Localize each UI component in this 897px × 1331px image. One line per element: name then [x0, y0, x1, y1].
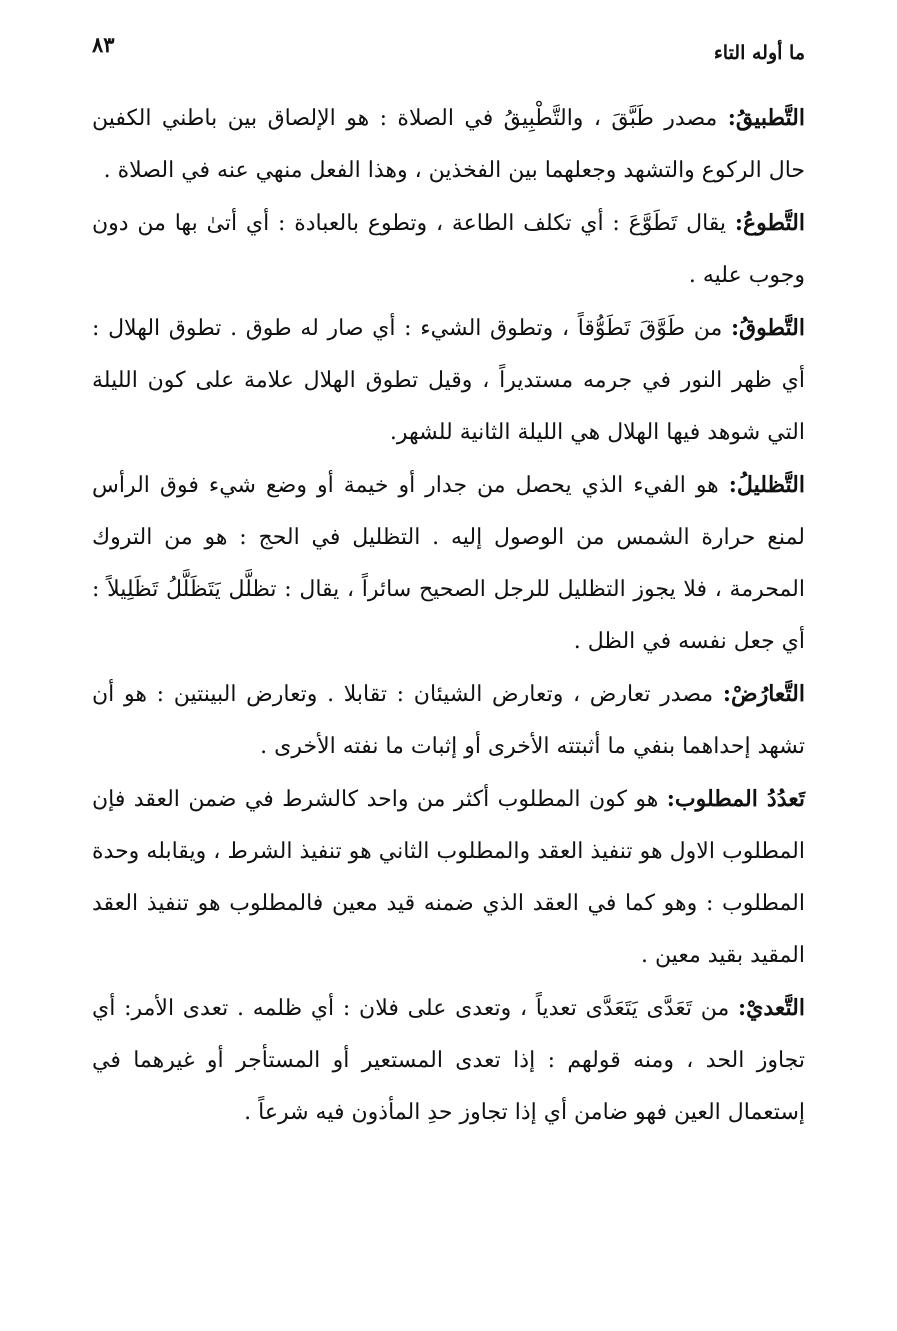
entry-taaddud-al-matlub [92, 773, 805, 982]
entry-term: التَّطوقُ: [730, 315, 805, 341]
entry-definition: مصدر تعارض ، وتعارض الشيئان : تقابلا . وتعارض البينتين : هو أن تشهد إحداهما بنفي ما أثبتته الأخرى أو إثبات ما نفته الأخرى . [92, 682, 805, 759]
entry-term: التَّعديْ: [738, 995, 805, 1021]
entry-tatbiq [92, 92, 805, 197]
entry-term: التَّعارُضْ: [722, 681, 805, 707]
entry-term: التَّطوعُ: [734, 210, 805, 236]
entry-term: التَّطبيقُ: [727, 105, 805, 131]
entry-definition: هو كون المطلوب أكثر من واحد كالشرط في ضمن العقد فإن المطلوب الاول هو تنفيذ العقد والمطلوب الثاني هو تنفيذ الشرط ، ويقابله وحدة المطلوب : وهو كما في العقد الذي ضمنه قيد معين فالمطلوب هو تنفيذ العقد المقيد بقيد معين . [92, 787, 805, 968]
page-header [92, 28, 805, 68]
entry-definition: هو الفيء الذي يحصل من جدار أو خيمة أو وضع شيء فوق الرأس لمنع حرارة الشمس من الوصول إليه . التظليل في الحج : هو من التروك المحرمة ، فلا يجوز التظليل للرجل الصحيح سائراً ، يقال : تظلَّل يَتَظَلَّلُ تَظَلِيلاً : أي جعل نفسه في الظل . [92, 473, 805, 654]
entry-definition: مصدر طَبَّقَ ، والتَّطْبِيقُ في الصلاة : هو الإلصاق بين باطني الكفين حال الركوع والتشهد وجعلهما بين الفخذين ، وهذا الفعل منهي عنه في الصلاة . [92, 106, 805, 183]
page-number: ٨٣ [92, 32, 115, 57]
entry-definition: من طَوَّقَ تَطَوُّقاً ، وتطوق الشيء : أي صار له طوق . تطوق الهلال : أي ظهر النور في جرمه مستديراً ، وقيل تطوق الهلال علامة على كون الليلة التي شوهد فيها الهلال هي الليلة الثانية للشهر. [92, 316, 805, 445]
page-body [92, 92, 805, 1139]
running-title: ما أوله التاء [713, 42, 805, 64]
entry-taarud [92, 668, 805, 773]
entry-term: التَّظليلُ: [728, 472, 805, 498]
entry-term: تَعدُدُ المطلوب: [666, 786, 805, 812]
entry-tazlil [92, 459, 805, 668]
entry-definition: من تَعَدَّى يَتَعَدَّى تعدياً ، وتعدى على فلان : أي ظلمه . تعدى الأمر: أي تجاوز الحد ، ومنه قولهم : إذا تعدى المستعير أو المستأجر أو غيرهما في إستعمال العين فهو ضامن أي إذا تجاوز حدِ المأذون فيه شرعاً . [92, 996, 805, 1125]
entry-tatawwuq [92, 302, 805, 459]
entry-taaddi [92, 982, 805, 1139]
entry-tatawwu [92, 197, 805, 302]
entry-definition: يقال تَطَوَّعَ : أي تكلف الطاعة ، وتطوع بالعبادة : أي أتىٰ بها من دون وجوب عليه . [92, 211, 805, 288]
